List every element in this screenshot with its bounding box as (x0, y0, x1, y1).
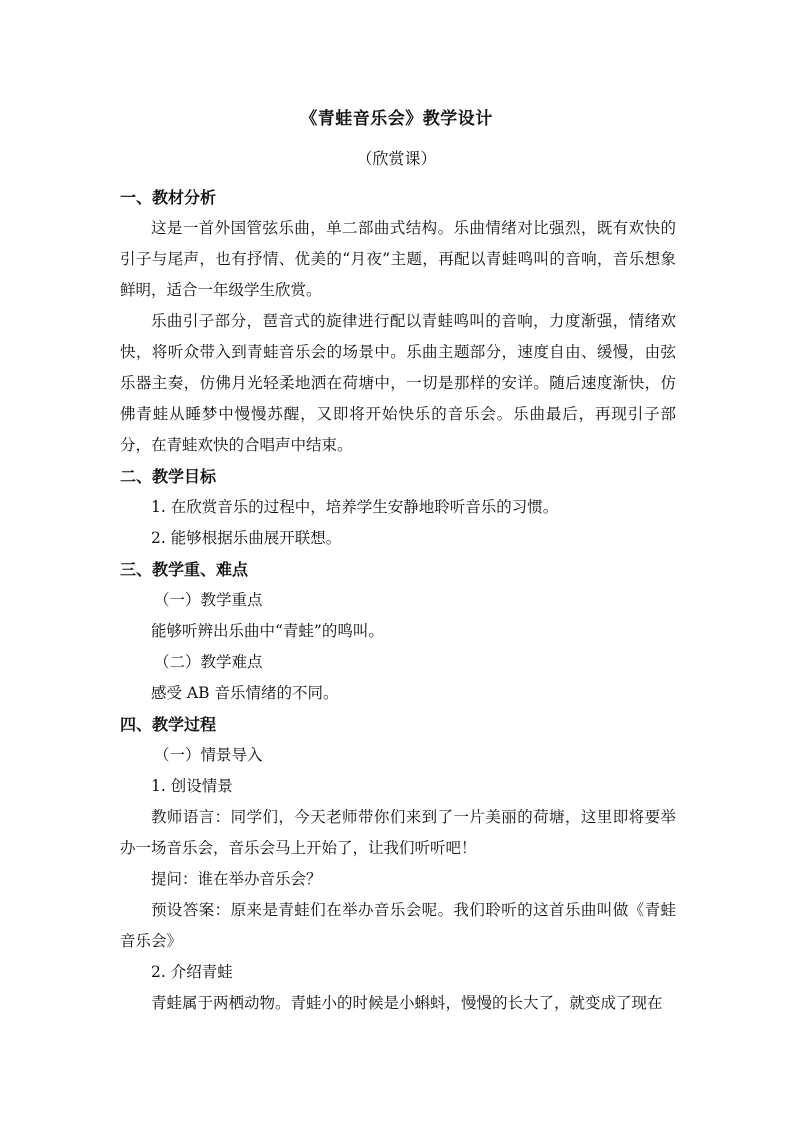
document-subtitle: （欣赏课） (356, 149, 437, 168)
document-title: 《青蛙音乐会》教学设计 (300, 109, 493, 129)
section-heading-process: 四、教学过程 (120, 715, 217, 734)
teacher-speech: 教师语言：同学们，今天老师带你们来到了一片美丽的荷塘，这里即将要举办一场音乐会，音乐会马上开始了，让我们听听吧！ (120, 808, 676, 857)
difficulty-text: 感受 AB 音乐情绪的不同。 (151, 684, 339, 702)
goal-item-2: 2. 能够根据乐曲展开联想。 (151, 529, 342, 547)
section-heading-materials: 一、教材分析 (120, 188, 217, 207)
document-body (120, 182, 676, 1019)
section-heading-goals: 二、教学目标 (120, 467, 217, 486)
question-text: 提问：谁在举办音乐会？ (151, 870, 322, 888)
materials-paragraph-2: 乐曲引子部分，琶音式的旋律进行配以青蛙鸣叫的音响，力度渐强，情绪欢快，将听众带入到青蛙音乐会的场景中。乐曲主题部分，速度自由、缓慢，由弦乐器主奏，仿佛月光轻柔地洒在荷塘中，一切是那样的安详。随后速度渐快，仿佛青蛙从睡梦中慢慢苏醒，又即将开始快乐的音乐会。乐曲最后，再现引子部分，在青蛙欢快的合唱声中结束。 (120, 312, 676, 454)
key-point-subheading: （一）教学重点 (154, 591, 263, 609)
goal-item-1: 1. 在欣赏音乐的过程中，培养学生安静地聆听音乐的习惯。 (151, 498, 559, 516)
process-step-1: 1. 创设情景 (151, 777, 233, 795)
answer-text: 预设答案：原来是青蛙们在举办音乐会呢。我们聆听的这首乐曲叫做《青蛙音乐会》 (120, 901, 676, 950)
process-step-2: 2. 介绍青蛙 (151, 963, 233, 981)
key-point-text: 能够听辨出乐曲中“青蛙”的鸣叫。 (151, 622, 384, 640)
section-heading-key-points: 三、教学重、难点 (120, 560, 249, 579)
difficulty-subheading: （二）教学难点 (154, 653, 263, 671)
frog-intro-text: 青蛙属于两栖动物。青蛙小的时候是小蝌蚪，慢慢的长大了，就变成了现在 (151, 994, 663, 1012)
materials-paragraph-1: 这是一首外国管弦乐曲，单二部曲式结构。乐曲情绪对比强烈，既有欢快的引子与尾声，也有抒情、优美的“月夜”主题，再配以青蛙鸣叫的音响，音乐想象鲜明，适合一年级学生欣赏。 (120, 219, 676, 299)
process-subheading-intro: （一）情景导入 (154, 746, 263, 764)
